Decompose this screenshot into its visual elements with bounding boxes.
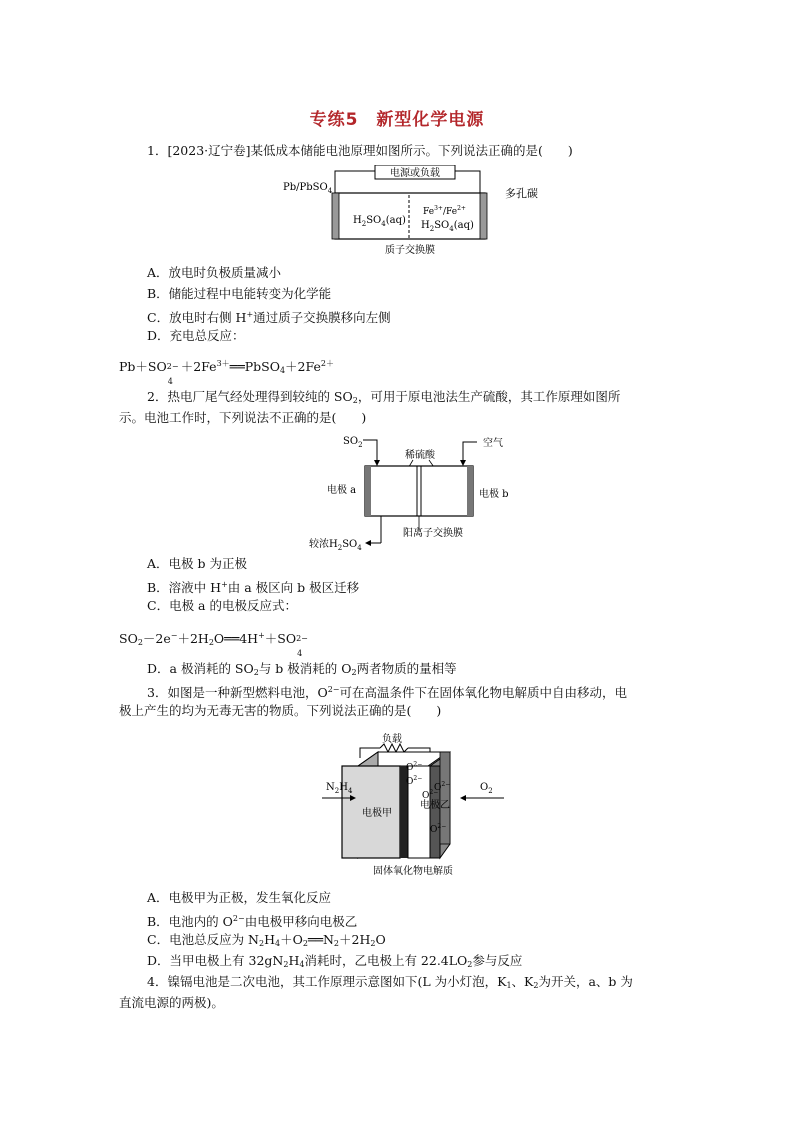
q2-electrode-b <box>467 466 473 516</box>
q2-acid-label: 稀硫酸 <box>405 450 435 461</box>
q3-stem-line1: 3．如图是一种新型燃料电池，$O^{2-}$可在高温条件下在固体氧化物电解质中自由移动，电 <box>147 685 628 700</box>
q2-option-c: C．电极 a 的电极反应式： <box>147 598 297 613</box>
q1-equation: Pb＋SO 2− 4 $+2Fe^{3+}══PbSO_4+2Fe^{2+}$ <box>119 359 334 386</box>
q3-load-label: 负载 <box>382 734 402 745</box>
q3-option-a: A．电极甲为正极，发生氧化反应 <box>147 890 332 905</box>
q3-electrode-yi-label: 电极乙 <box>420 800 450 811</box>
q2-electrode-b-label: 电极 b <box>479 489 509 500</box>
q1-option-b: B．储能过程中电能转变为化学能 <box>147 286 332 301</box>
q2-option-a: A．电极 b 为正极 <box>147 556 247 571</box>
q1-left-electrode-label: Pb/PbSO$_4$ <box>283 182 333 195</box>
q1-option-c: C．放电时右侧 H+通过质子交换膜移向左侧 <box>147 310 391 325</box>
q2-option-b: B．溶液中 H+由 a 极区向 b 极区迁移 <box>147 580 360 595</box>
q1-option-a: A．放电时负极质量减小 <box>147 265 282 280</box>
q3-n2h4-label: $N_2H_4$ <box>326 782 353 795</box>
q3-ion-5: $O^{2-}$ <box>430 823 447 835</box>
q3-fuel-cell-diagram <box>318 728 508 880</box>
q3-option-b: B．电池内的 $O^{2-}$由电极甲移向电极乙 <box>147 914 358 929</box>
q1-membrane-label: 质子交换膜 <box>385 245 435 256</box>
q2-equation: $SO_2-2e^-+2H_2O══4H^++SO$ 2− 4 <box>119 631 308 658</box>
q3-electrode-jia-label: 电极甲 <box>362 808 392 819</box>
q1-battery-diagram <box>275 165 555 257</box>
q2-stem-line1: 2．热电厂尾气经处理得到较纯的 $SO_2$，可用于原电池法生产硫酸，其工作原理如图所 <box>147 389 621 405</box>
q4-stem-line2: 直流电源的两极)。 <box>119 995 224 1010</box>
q3-stem-line2: 极上产生的均为无毒无害的物质。下列说法正确的是( ) <box>119 703 442 718</box>
q1-right-electrode-label: 多孔碳 <box>505 187 538 200</box>
page-title: 专练5 新型化学电源 <box>309 110 485 130</box>
q1-left-electrode <box>332 193 339 239</box>
q3-ion-1: $O^{2-}$ <box>406 761 423 773</box>
q2-option-d: D．a 极消耗的 $SO_2$与 b 极消耗的 $O_2$两者物质的量相等 <box>147 661 457 677</box>
q1-load-label: 电源或负载 <box>390 168 440 179</box>
q3-o2-label: $O_2$ <box>480 782 493 795</box>
q3-option-d: D．当甲电极上有 $32gN_2H_4$消耗时，乙电极上有 $22.4LO_2$参与反应 <box>147 953 523 969</box>
q2-electrode-a-label: 电极 a <box>327 485 357 496</box>
q3-option-c: C．电池总反应为 $N_2H_4+O_2══N_2+2H_2O$ <box>147 932 386 948</box>
q2-membrane-label: 阳离子交换膜 <box>403 528 463 539</box>
q3-ion-3: $O^{2-}$ <box>434 781 451 793</box>
q2-so2-label: $SO_2$ <box>343 436 363 449</box>
q4-stem-line1: 4．镍镉电池是二次电池，其工作原理示意图如下(L 为小灯泡，$K_1$、$K_2$为开关，a、b 为 <box>147 974 633 990</box>
q2-electrode-a <box>365 466 371 516</box>
q3-ion-4: $O^{2-}$ <box>422 789 439 801</box>
q2-cell-diagram <box>305 430 535 552</box>
q3-ion-2: $O^{2-}$ <box>406 775 423 787</box>
q2-stem-line2: 示。电池工作时，下列说法不正确的是( ) <box>119 410 367 425</box>
q1-right-solution-ions: $Fe^{3+}/Fe^{2+}$ <box>423 205 466 217</box>
q1-right-solution: $H_2SO_4(aq)$ <box>421 220 474 233</box>
q1-left-solution: $H_2SO_4(aq)$ <box>353 215 406 228</box>
q1-option-d: D．充电总反应： <box>147 328 245 343</box>
q3-electrolyte-label: 固体氧化物电解质 <box>373 866 453 877</box>
q2-air-label: 空气 <box>483 438 503 449</box>
q1-right-electrode <box>480 193 487 239</box>
q3-electrode-yi <box>430 766 440 858</box>
q1-stem: 1．[2023·辽宁卷]某低成本储能电池原理如图所示。下列说法正确的是( ) <box>147 143 573 158</box>
q2-product-label: 较浓$H_2SO_4$ <box>309 539 362 552</box>
